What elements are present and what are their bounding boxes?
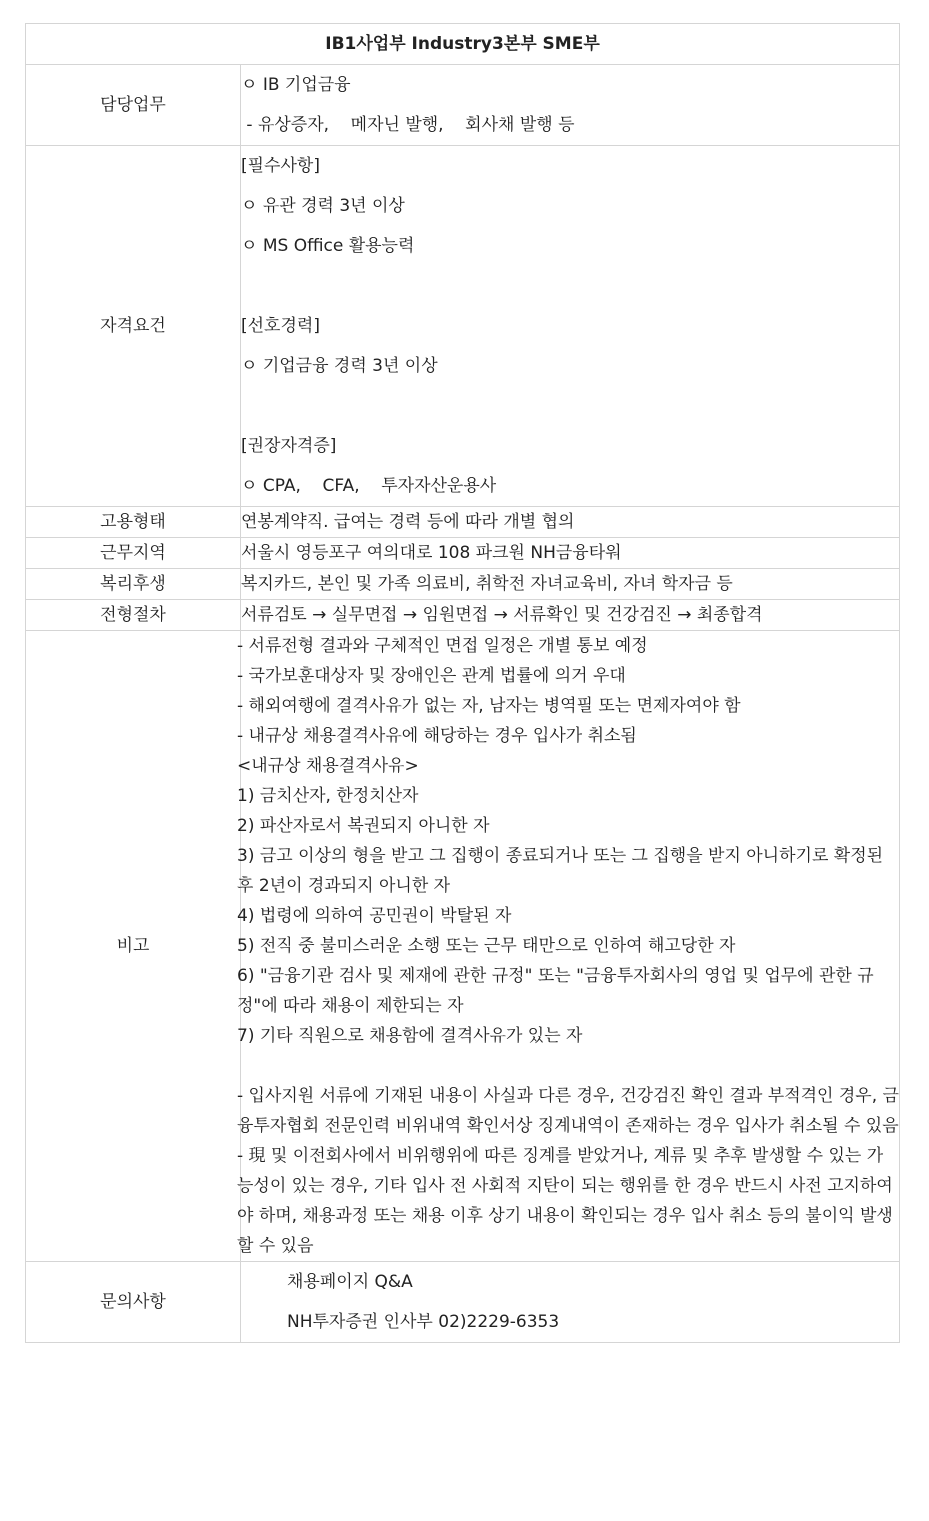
contact-label: 문의사항	[26, 1262, 241, 1343]
remarks-line: 4) 법령에 의하여 공민권이 박탈된 자	[237, 906, 512, 926]
spacer	[241, 1051, 899, 1081]
process-value: 서류검토 → 실무면접 → 임원면접 → 서류확인 및 건강검진 → 최종합격	[241, 600, 900, 631]
remarks-line: - 現 및 이전회사에서 비위행위에 따른 징계를 받았거나, 계류 및 추후 발생할 수 있는 가능성이 있는 경우, 기타 입사 전 사회적 지탄이 되는 행위를 한 경우 반드시 사전 고지하여야 하며, 채용과정 또는 채용 이후 상기 내용이 확인되는 경우 입사 취소 등의 불이익 발생할 수 있음	[237, 1146, 893, 1256]
benefits-label: 복리후생	[26, 569, 241, 600]
employment-type-label: 고용형태	[26, 507, 241, 538]
qualifications-content	[241, 146, 900, 507]
location-label: 근무지역	[26, 538, 241, 569]
qualifications-label: 자격요건	[26, 146, 241, 507]
remarks-content	[237, 631, 900, 1262]
contact-content	[241, 1262, 900, 1343]
remarks-line: 2) 파산자로서 복권되지 아니한 자	[237, 816, 490, 836]
duties-line: - 유상증자, 메자닌 발행, 회사채 발행 등	[241, 115, 575, 135]
duties-row	[26, 65, 900, 146]
remarks-line: 3) 금고 이상의 형을 받고 그 집행이 종료되거나 또는 그 집행을 받지 아니하기로 확정된 후 2년이 경과되지 아니한 자	[237, 846, 889, 896]
spacer	[241, 266, 899, 306]
remarks-line: - 해외여행에 결격사유가 없는 자, 남자는 병역필 또는 면제자여야 함	[237, 696, 741, 716]
required-item: ㅇ MS Office 활용능력	[241, 236, 415, 256]
department-title: IB1사업부 Industry3본부 SME부	[26, 24, 900, 65]
remarks-row	[26, 631, 900, 1262]
contact-line: 채용페이지 Q&A	[287, 1272, 413, 1292]
employment-type-value: 연봉계약직. 급여는 경력 등에 따라 개별 협의	[241, 507, 900, 538]
process-row	[26, 600, 900, 631]
duties-line: ㅇ IB 기업금융	[241, 75, 351, 95]
benefits-row	[26, 569, 900, 600]
remarks-line: - 내규상 채용결격사유에 해당하는 경우 입사가 취소됨	[237, 726, 637, 746]
remarks-line: - 국가보훈대상자 및 장애인은 관계 법률에 의거 우대	[237, 666, 626, 686]
contact-row	[26, 1262, 900, 1343]
duties-label: 담당업무	[26, 65, 241, 146]
required-header: [필수사항]	[241, 156, 320, 176]
remarks-line: 1) 금치산자, 한정치산자	[237, 786, 419, 806]
job-posting-table	[25, 23, 900, 1343]
certs-item: ㅇ CPA, CFA, 투자자산운용사	[241, 476, 497, 496]
benefits-value: 복지카드, 본인 및 가족 의료비, 취학전 자녀교육비, 자녀 학자금 등	[241, 569, 900, 600]
contact-line: NH투자증권 인사부 02)2229-6353	[287, 1312, 560, 1332]
remarks-label: 비고	[26, 631, 241, 1262]
remarks-line: <내규상 채용결격사유>	[237, 756, 419, 776]
remarks-line: 6) "금융기관 검사 및 제재에 관한 규정" 또는 "금융투자회사의 영업 및 업무에 관한 규정"에 따라 채용이 제한되는 자	[237, 966, 874, 1016]
employment-type-row	[26, 507, 900, 538]
remarks-line: 7) 기타 직원으로 채용함에 결격사유가 있는 자	[237, 1026, 583, 1046]
preferred-item: ㅇ 기업금융 경력 3년 이상	[241, 356, 438, 376]
location-row	[26, 538, 900, 569]
remarks-line: 5) 전직 중 불미스러운 소행 또는 근무 태만으로 인하여 해고당한 자	[237, 936, 736, 956]
location-value: 서울시 영등포구 여의대로 108 파크원 NH금융타워	[241, 538, 900, 569]
spacer	[241, 386, 899, 426]
required-item: ㅇ 유관 경력 3년 이상	[241, 196, 405, 216]
duties-content	[241, 65, 900, 146]
certs-header: [권장자격증]	[241, 436, 337, 456]
process-label: 전형절차	[26, 600, 241, 631]
qualifications-row	[26, 146, 900, 507]
remarks-line: - 서류전형 결과와 구체적인 면접 일정은 개별 통보 예정	[237, 636, 648, 656]
remarks-line: - 입사지원 서류에 기재된 내용이 사실과 다른 경우, 건강검진 확인 결과 부적격인 경우, 금융투자협회 전문인력 비위내역 확인서상 징계내역이 존재하는 경우 입사가 취소될 수 있음	[237, 1086, 899, 1136]
preferred-header: [선호경력]	[241, 316, 320, 336]
title-row	[26, 24, 900, 65]
